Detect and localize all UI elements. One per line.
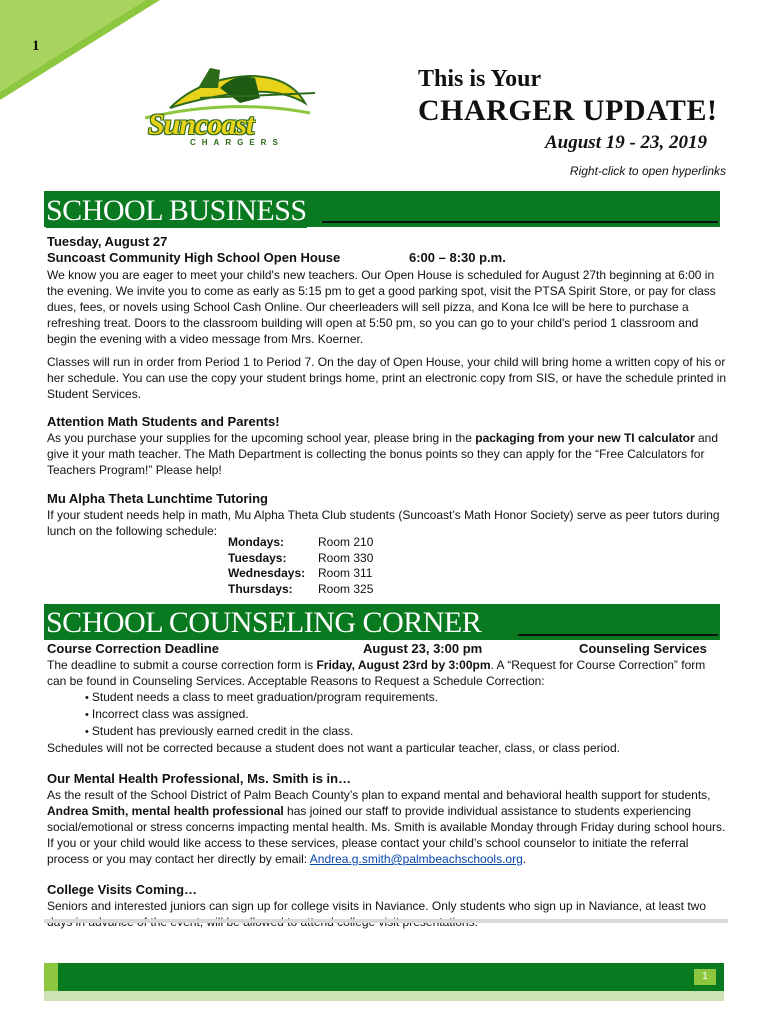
corner-decoration-inner [0, 0, 146, 92]
mental-health-heading: Our Mental Health Professional, Ms. Smith is in… [47, 771, 352, 786]
course-correction-title: Course Correction Deadline [47, 641, 219, 656]
list-item: • Student needs a class to meet graduation/program requirements. [85, 689, 727, 706]
schedule-row: Mondays: Room 210 [228, 535, 374, 549]
mu-alpha-theta-heading: Mu Alpha Theta Lunchtime Tutoring [47, 491, 268, 506]
email-link[interactable]: Andrea.g.smith@palmbeachschools.org [309, 852, 523, 866]
college-visits-heading: College Visits Coming… [47, 882, 198, 897]
mu-alpha-theta-paragraph: If your student needs help in math, Mu Alpha Theta Club students (Suncoast’s Math Honor Society) serve as peer tutors during lunch on the following schedule: [47, 508, 720, 538]
classes-paragraph: Classes will run in order from Period 1 to Period 7. On the day of Open House, your child will bring home a written copy of his or her schedule. You can use the copy your student brings home, print an electronic copy from SIS, or have the schedule printed in Student Services. [47, 355, 727, 401]
course-correction-title-row [47, 641, 727, 657]
title-line-1: This is Your [418, 66, 542, 92]
counseling-section [47, 641, 727, 930]
page-number-top: 1 [32, 38, 40, 54]
footer-band [44, 991, 724, 1001]
newsletter-dates: August 19 - 23, 2019 [545, 132, 708, 153]
tutoring-schedule [228, 535, 373, 597]
title-line-2: CHARGER UPDATE! [418, 94, 718, 127]
open-house-title: Suncoast Community High School Open House [47, 250, 341, 265]
divider [44, 919, 728, 923]
college-visits-paragraph: Seniors and interested juniors can sign up for college visits in Naviance. Only students who sign up in Naviance, at least two [47, 899, 707, 913]
hyperlink-hint: Right-click to open hyperlinks [569, 164, 726, 178]
list-item: • Incorrect class was assigned. [85, 706, 727, 723]
open-house-paragraph: We know you are eager to meet your child's new teachers. Our Open House is scheduled for August 27th beginning at 6:00 in the evening. We invite you to come as early as 5:15 pm to get a good parking spot, visit the PTSA Spirit Store, or pay for class dues, fees, or novels using School Cash Online. Our cheerleaders will sell pizza, and Kona Ice will be here to purchase a refreshing treat. Doors to the classroom building will open at 5:50 pm, so you can go to your child's period 1 classroom and begin the evening with a video message from Mrs. Koerner. [47, 268, 716, 346]
schedule-row: Thursdays: Room 325 [228, 581, 374, 596]
course-correction-note: Schedules will not be corrected because a student does not want a particular teacher, class, or class period. [47, 741, 620, 755]
list-item: • Student has previously earned credit in the class. [85, 723, 727, 740]
heading-underline [322, 221, 718, 223]
counseling-services-label: Counseling Services [579, 641, 707, 656]
correction-reasons-list [47, 689, 727, 740]
school-business-section [47, 234, 727, 539]
course-correction-paragraph: The deadline to submit a course correction form is Friday, August 23rd by 3:00pm. A “Request for Course Correction” form can be found in Counseling Services. Acceptable Reasons to Request a Schedule Correction: [47, 658, 706, 688]
heading-underline [518, 634, 718, 636]
mental-health-paragraph: As the result of the School District of Palm Beach County’s plan to expand mental and behavioral health support for students, Andrea Smith, mental health professional has joined our staff to provide individual assistance to students experiencing social/emotional or stress concerns impacting mental health. Ms. Smith is available Monday through Friday during school hours. If you or your child would like access to these services, please contact your child’s school counselor to initiate the referral process or you may contact her directly by email: Andrea.g.smith@palmbeachschools.org. [47, 788, 726, 866]
schedule-row: Tuesdays: Room 330 [228, 550, 374, 565]
math-heading: Attention Math Students and Parents! [47, 414, 280, 429]
footer-bar [44, 963, 724, 991]
logo-subtitle: CHARGERS [190, 138, 284, 147]
open-house-title-row [47, 250, 727, 266]
school-business-heading: SCHOOL BUSINESS [46, 194, 307, 227]
counseling-heading: SCHOOL COUNSELING CORNER [46, 606, 482, 639]
schedule-row: Wednesdays: Room 311 [228, 566, 373, 580]
math-paragraph: As you purchase your supplies for the upcoming school year, please bring in the packaging from your new TI calculator and give it your math teacher. The Math Department is collecting the bonus points so they can apply for the “Free Calculators for Teachers Program!” Please help! [47, 431, 718, 477]
course-correction-date: August 23, 3:00 pm [363, 641, 483, 656]
footer-accent [44, 963, 58, 991]
logo-wordmark: Suncoast [148, 108, 254, 141]
open-house-date: Tuesday, August 27 [47, 234, 168, 249]
open-house-time: 6:00 – 8:30 p.m. [409, 250, 506, 265]
footer-page-number: 1 [694, 969, 716, 985]
